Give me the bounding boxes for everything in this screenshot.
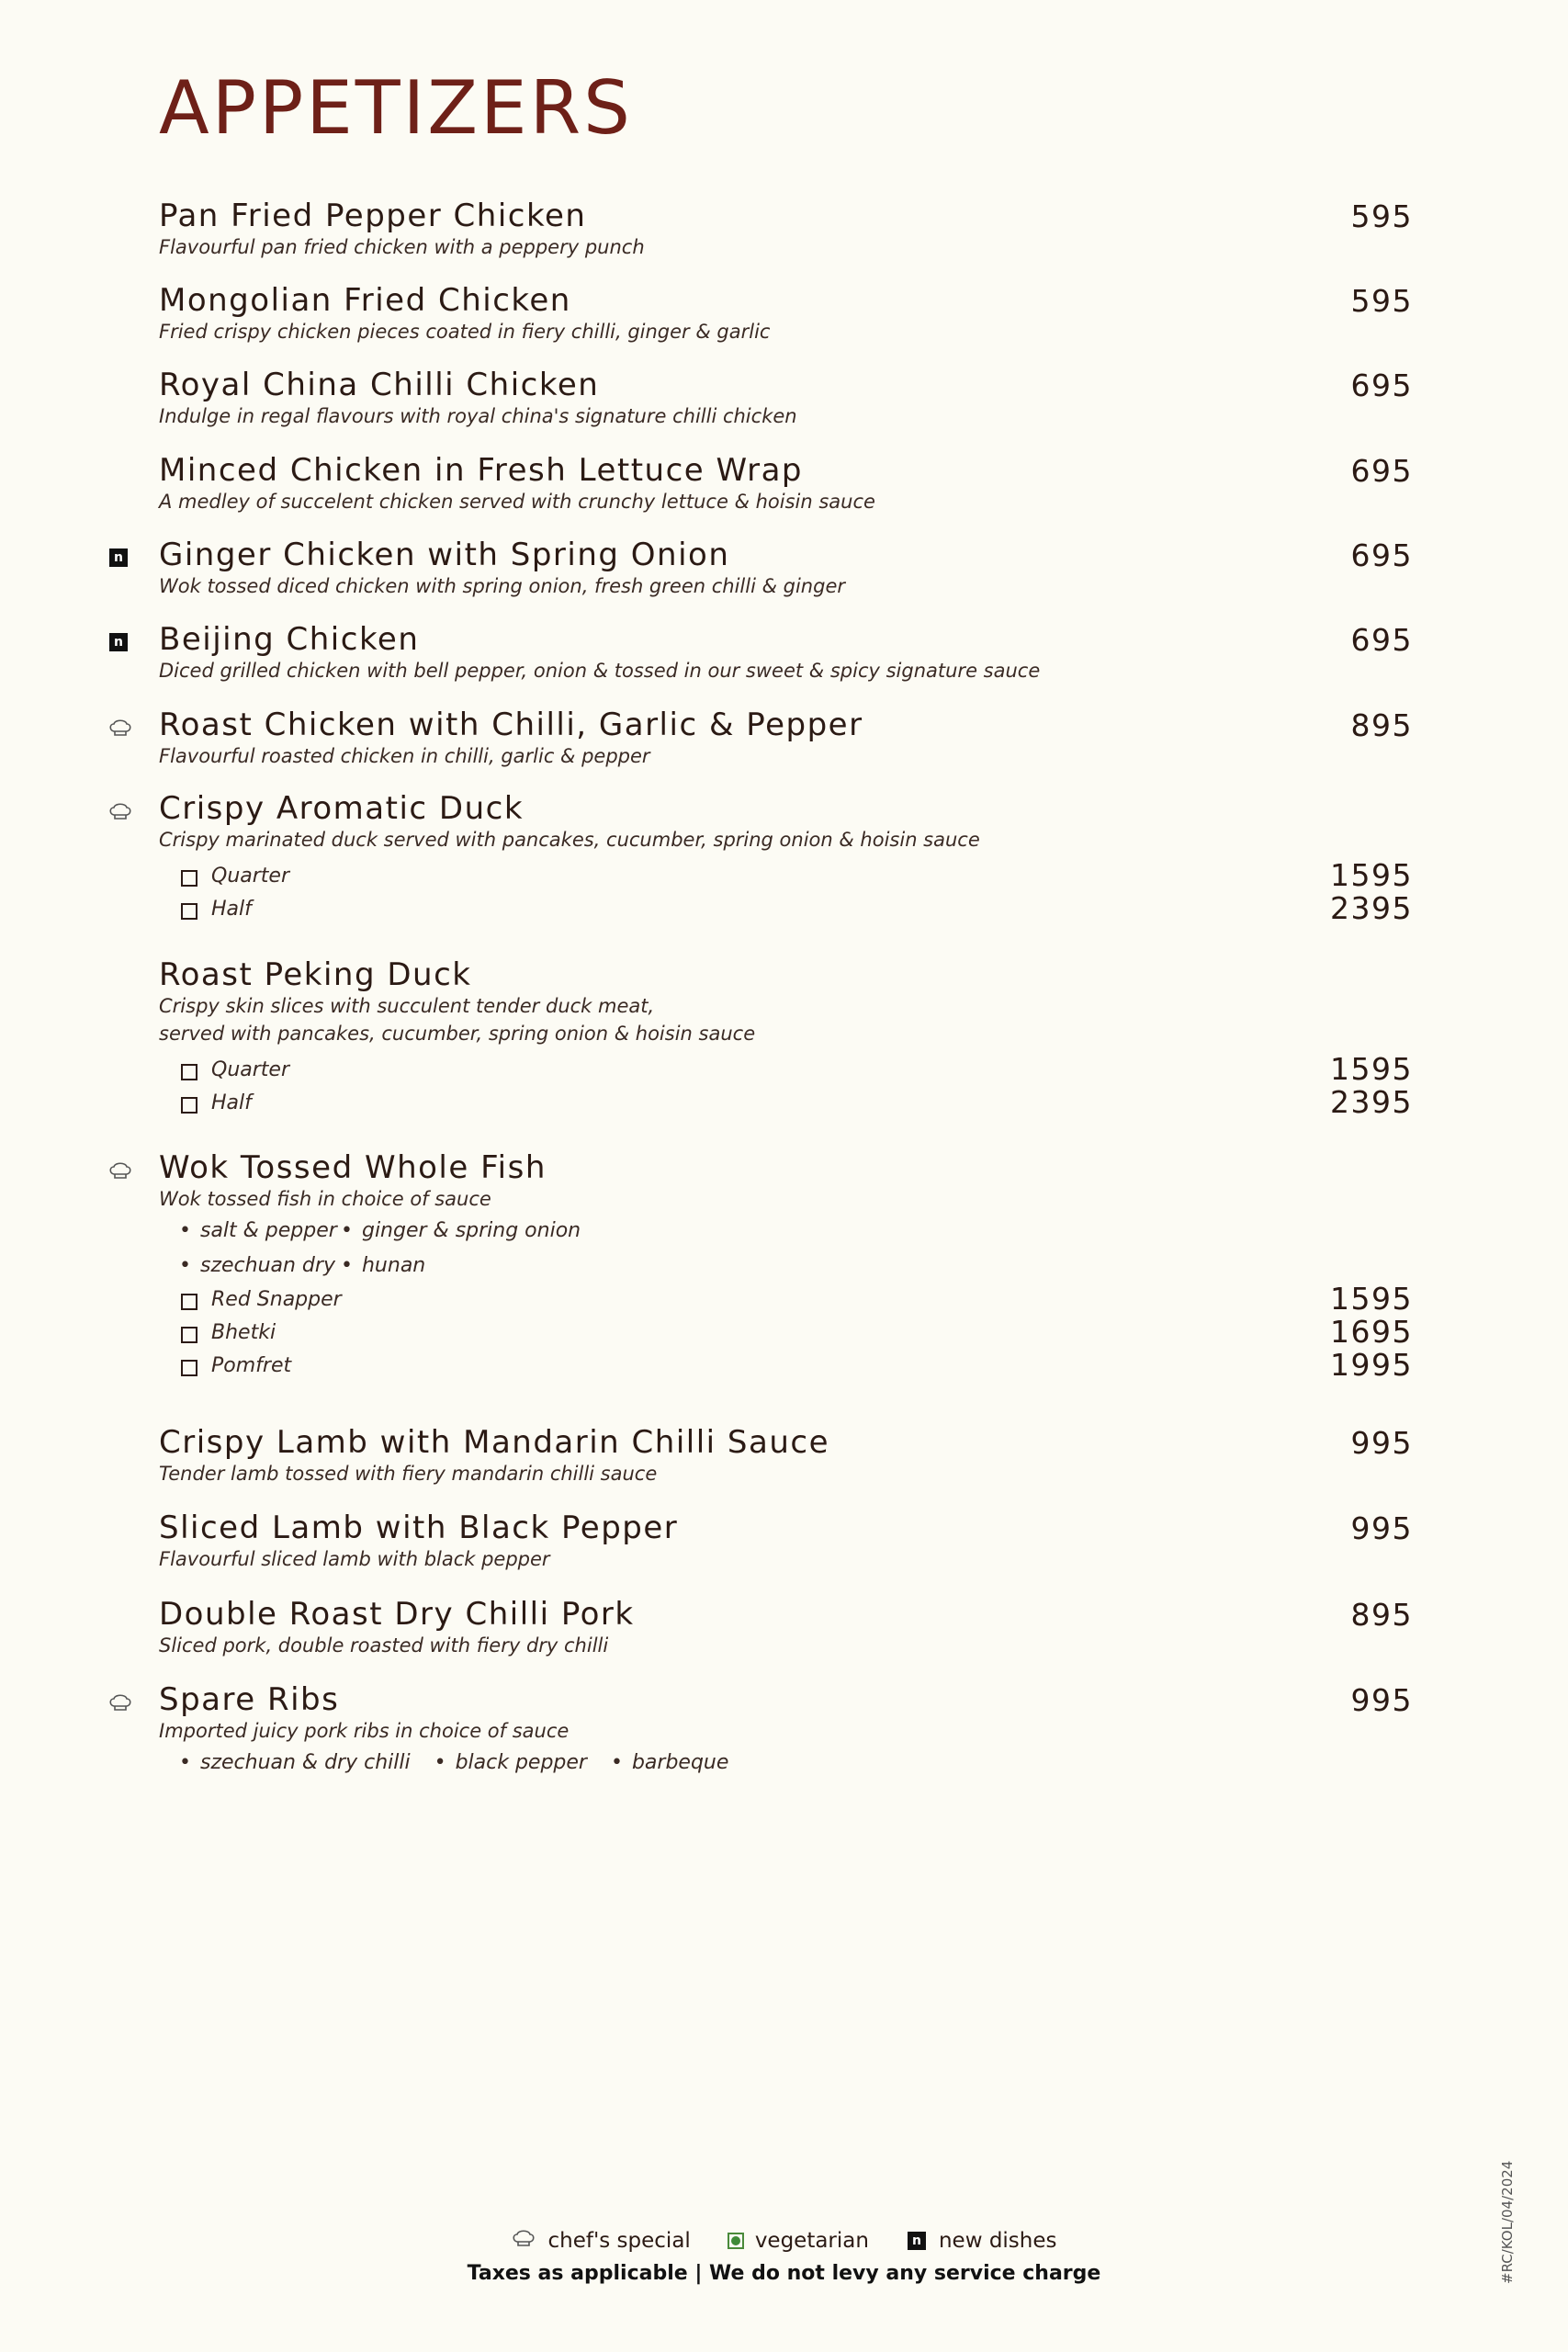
item-price: 695 xyxy=(1350,537,1413,573)
item-name: Double Roast Dry Chilli Pork xyxy=(159,1596,635,1633)
item-price: 695 xyxy=(1350,622,1413,658)
legend-vegetarian xyxy=(728,2229,869,2253)
item-name: Mongolian Fried Chicken xyxy=(159,282,571,319)
menu-item xyxy=(159,707,1413,770)
item-name: Spare Ribs xyxy=(159,1681,340,1718)
portion-option[interactable] xyxy=(159,890,1413,929)
item-description: Indulge in regal flavours with royal china's signature chilli chicken xyxy=(159,405,797,427)
item-price: 695 xyxy=(1350,453,1413,489)
new-badge-letter: n xyxy=(109,548,128,567)
vegetarian-icon xyxy=(728,2233,744,2249)
option-price: 1595 xyxy=(1330,1281,1413,1317)
item-name: Crispy Aromatic Duck xyxy=(159,790,525,827)
item-price: 695 xyxy=(1350,368,1413,403)
item-name: Crispy Lamb with Mandarin Chilli Sauce xyxy=(159,1424,829,1461)
item-price: 895 xyxy=(1350,1597,1413,1633)
item-description: Wok tossed fish in choice of sauce xyxy=(159,1188,491,1210)
item-description: Crispy skin slices with succulent tender duck meat, xyxy=(159,995,655,1017)
item-name: Sliced Lamb with Black Pepper xyxy=(159,1510,679,1546)
option-checkbox[interactable] xyxy=(181,1097,197,1114)
chef-hat-icon xyxy=(107,800,130,822)
item-price: 995 xyxy=(1350,1682,1413,1718)
item-description: Flavourful roasted chicken in chilli, garlic & pepper xyxy=(159,745,650,767)
item-name: Beijing Chicken xyxy=(159,621,420,658)
sauce-options xyxy=(159,1213,1413,1248)
new-dish-icon xyxy=(107,631,130,653)
item-description: Flavourful pan fried chicken with a peppery punch xyxy=(159,236,645,258)
fish-option[interactable] xyxy=(159,1347,1413,1385)
menu-item xyxy=(159,453,1413,515)
item-description: Crispy marinated duck served with pancakes, cucumber, spring onion & hoisin sauce xyxy=(159,829,980,851)
chef-hat-icon xyxy=(107,1691,130,1713)
portion-option[interactable] xyxy=(159,1051,1413,1090)
legend-label: chef's special xyxy=(547,2229,691,2253)
item-description-line-2: served with pancakes, cucumber, spring onion & hoisin sauce xyxy=(159,1023,756,1045)
menu-item xyxy=(159,1425,1413,1487)
menu-code: #RC/KOL/04/2024 xyxy=(1499,2160,1516,2284)
item-description: Imported juicy pork ribs in choice of sauce xyxy=(159,1720,570,1742)
menu-item xyxy=(159,198,1413,261)
new-badge-letter: n xyxy=(109,633,128,651)
menu-item xyxy=(159,283,1413,345)
menu-item xyxy=(159,368,1413,430)
item-price: 595 xyxy=(1350,283,1413,319)
legend-label: vegetarian xyxy=(754,2229,869,2253)
chef-hat-icon xyxy=(107,1159,130,1182)
option-label: Red Snapper xyxy=(211,1288,342,1311)
tax-note: Taxes as applicable | We do not levy any service charge xyxy=(467,2262,1101,2285)
item-name: Wok Tossed Whole Fish xyxy=(159,1149,547,1186)
sauce-options xyxy=(159,1248,1413,1283)
option-label: Quarter xyxy=(211,1058,289,1081)
item-price: 895 xyxy=(1350,707,1413,743)
item-description: Sliced pork, double roasted with fiery dry chilli xyxy=(159,1634,609,1657)
option-label: Quarter xyxy=(211,865,289,888)
option-price: 2395 xyxy=(1330,890,1413,926)
legend-label: new dishes xyxy=(938,2229,1057,2253)
option-label: Pomfret xyxy=(211,1354,292,1377)
item-name: Minced Chicken in Fresh Lettuce Wrap xyxy=(159,452,803,489)
option-label: Half xyxy=(211,898,252,921)
menu-item xyxy=(159,1682,1413,1780)
option-checkbox[interactable] xyxy=(181,1327,197,1343)
sauce-option: • szechuan dry xyxy=(179,1254,317,1277)
sauce-option: • barbeque xyxy=(611,1751,728,1774)
item-name: Ginger Chicken with Spring Onion xyxy=(159,537,730,573)
option-price: 1595 xyxy=(1330,857,1413,893)
menu-item xyxy=(159,1510,1413,1573)
item-price: 595 xyxy=(1350,198,1413,234)
sauce-option: • hunan xyxy=(341,1254,425,1277)
option-checkbox[interactable] xyxy=(181,903,197,920)
menu-item xyxy=(159,957,1413,1123)
option-price: 1695 xyxy=(1330,1314,1413,1350)
sauce-option: • black pepper xyxy=(434,1751,587,1774)
item-description: Flavourful sliced lamb with black pepper xyxy=(159,1548,550,1570)
menu-item xyxy=(159,791,1413,929)
chef-hat-icon xyxy=(107,717,130,739)
sauce-option: • szechuan & dry chilli xyxy=(179,1751,411,1774)
item-name: Roast Chicken with Chilli, Garlic & Pepper xyxy=(159,707,863,743)
item-price: 995 xyxy=(1350,1425,1413,1461)
item-description: Tender lamb tossed with fiery mandarin chilli sauce xyxy=(159,1463,658,1485)
item-name: Royal China Chilli Chicken xyxy=(159,367,600,403)
item-price: 995 xyxy=(1350,1510,1413,1546)
sauce-option: • salt & pepper xyxy=(179,1219,317,1242)
item-name: Pan Fried Pepper Chicken xyxy=(159,198,587,234)
fish-option[interactable] xyxy=(159,1314,1413,1352)
option-checkbox[interactable] xyxy=(181,1360,197,1376)
item-name: Roast Peking Duck xyxy=(159,956,472,993)
page-title: APPETIZERS xyxy=(159,65,633,151)
sauce-options xyxy=(159,1745,1413,1780)
option-checkbox[interactable] xyxy=(181,1294,197,1310)
portion-option[interactable] xyxy=(159,1084,1413,1123)
legend xyxy=(0,2227,1568,2255)
option-label: Half xyxy=(211,1091,252,1114)
menu-item xyxy=(159,1150,1413,1385)
chef-hat-icon xyxy=(511,2227,536,2255)
legend-new-dishes xyxy=(906,2229,1057,2253)
menu-item xyxy=(114,621,1413,684)
fish-option[interactable] xyxy=(159,1281,1413,1319)
item-description: Fried crispy chicken pieces coated in fiery chilli, ginger & garlic xyxy=(159,321,771,343)
menu-item xyxy=(114,537,1413,600)
option-label: Bhetki xyxy=(211,1321,276,1344)
option-price: 1995 xyxy=(1330,1347,1413,1383)
menu-item xyxy=(159,1597,1413,1659)
item-description: Wok tossed diced chicken with spring onion, fresh green chilli & ginger xyxy=(159,575,845,597)
new-dish-icon xyxy=(107,547,130,569)
option-checkbox[interactable] xyxy=(181,1064,197,1080)
legend-chef-special xyxy=(511,2227,690,2255)
item-description: A medley of succelent chicken served with crunchy lettuce & hoisin sauce xyxy=(159,491,875,513)
sauce-option: • ginger & spring onion xyxy=(341,1219,581,1242)
option-checkbox[interactable] xyxy=(181,870,197,887)
option-price: 1595 xyxy=(1330,1051,1413,1087)
new-dish-icon: n xyxy=(908,2232,926,2250)
option-price: 2395 xyxy=(1330,1084,1413,1120)
portion-option[interactable] xyxy=(159,857,1413,896)
item-description: Diced grilled chicken with bell pepper, onion & tossed in our sweet & spicy signature sauce xyxy=(159,660,1041,682)
